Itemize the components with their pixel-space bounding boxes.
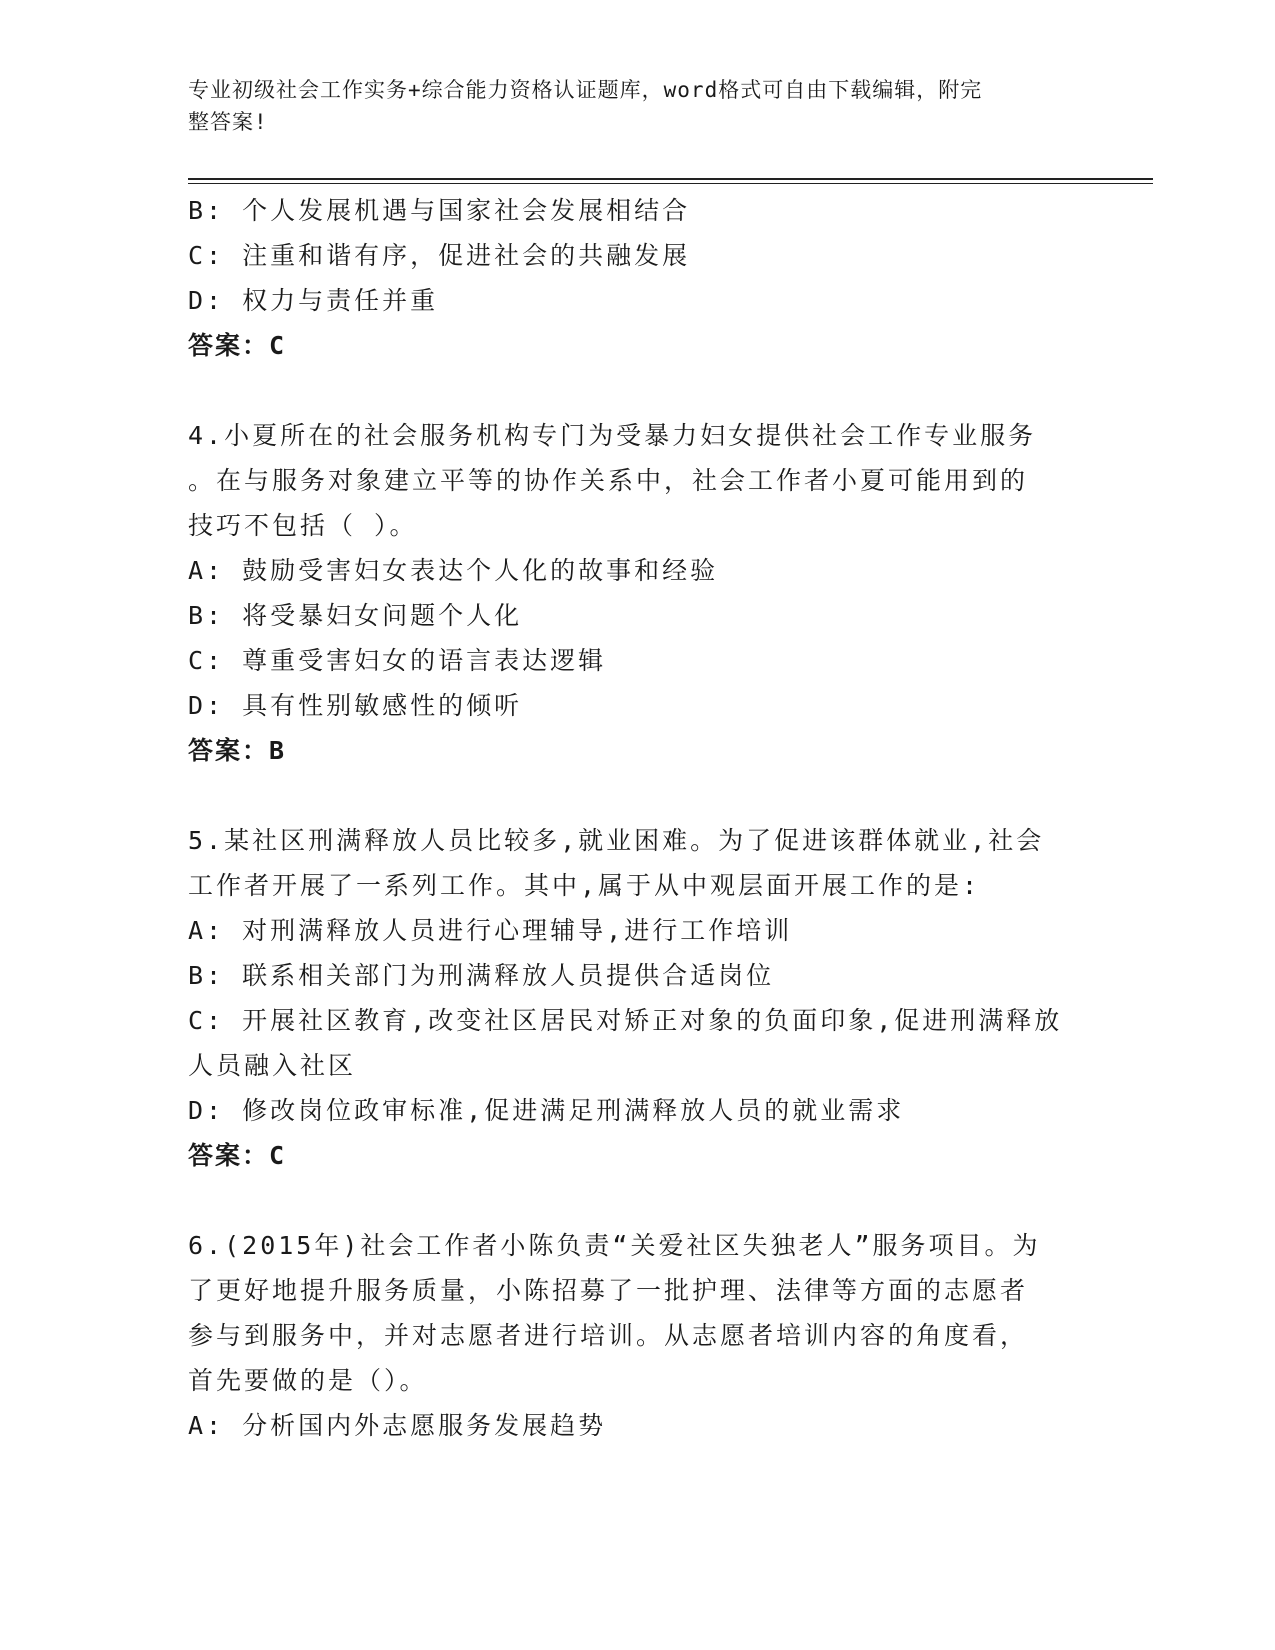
option-c: C: 开展社区教育,改变社区居民对矫正对象的负面印象,促进刑满释放 — [188, 1006, 1063, 1035]
answer-label: 答案：B — [188, 736, 287, 765]
option-a: A: 鼓励受害妇女表达个人化的故事和经验 — [188, 556, 719, 585]
question-content — [188, 188, 1068, 1448]
option-b: B: 个人发展机遇与国家社会发展相结合 — [188, 196, 691, 225]
question-stem: 技巧不包括（ ）。 — [188, 511, 418, 540]
question-stem: 。在与服务对象建立平等的协作关系中，社会工作者小夏可能用到的 — [188, 466, 1029, 495]
option-a: A: 分析国内外志愿服务发展趋势 — [188, 1411, 607, 1440]
option-c: C: 注重和谐有序，促进社会的共融发展 — [188, 241, 691, 270]
question-3 — [188, 188, 1068, 368]
answer-label: 答案：C — [188, 331, 287, 360]
page-header — [188, 74, 1088, 138]
spacer — [188, 773, 1068, 818]
option-b: B: 联系相关部门为刑满释放人员提供合适岗位 — [188, 961, 775, 990]
question-stem: 5.某社区刑满释放人员比较多,就业困难。为了促进该群体就业,社会 — [188, 826, 1045, 855]
header-divider-thick — [188, 178, 1153, 180]
option-b: B: 将受暴妇女问题个人化 — [188, 601, 523, 630]
question-4 — [188, 413, 1068, 773]
option-d: D: 具有性别敏感性的倾听 — [188, 691, 523, 720]
option-a: A: 对刑满释放人员进行心理辅导,进行工作培训 — [188, 916, 793, 945]
option-d: D: 权力与责任并重 — [188, 286, 439, 315]
question-stem: 4.小夏所在的社会服务机构专门为受暴力妇女提供社会工作专业服务 — [188, 421, 1037, 450]
option-c-continued: 人员融入社区 — [188, 1051, 357, 1080]
question-stem: 首先要做的是（）。 — [188, 1366, 428, 1395]
question-6 — [188, 1223, 1068, 1448]
option-d: D: 修改岗位政审标准,促进满足刑满释放人员的就业需求 — [188, 1096, 905, 1125]
header-line-1: 专业初级社会工作实务+综合能力资格认证题库，word格式可自由下载编辑，附完 — [188, 78, 983, 102]
header-line-2: 整答案! — [188, 110, 268, 134]
option-c: C: 尊重受害妇女的语言表达逻辑 — [188, 646, 607, 675]
question-stem: 参与到服务中，并对志愿者进行培训。从志愿者培训内容的角度看， — [188, 1321, 1029, 1350]
spacer — [188, 368, 1068, 413]
question-5 — [188, 818, 1068, 1178]
header-divider-thin — [188, 183, 1153, 184]
question-stem: 工作者开展了一系列工作。其中,属于从中观层面开展工作的是: — [188, 871, 981, 900]
question-stem: 了更好地提升服务质量，小陈招募了一批护理、法律等方面的志愿者 — [188, 1276, 1029, 1305]
answer-label: 答案：C — [188, 1141, 287, 1170]
question-stem: 6.(2015年)社会工作者小陈负责“关爱社区失独老人”服务项目。为 — [188, 1231, 1041, 1260]
spacer — [188, 1178, 1068, 1223]
